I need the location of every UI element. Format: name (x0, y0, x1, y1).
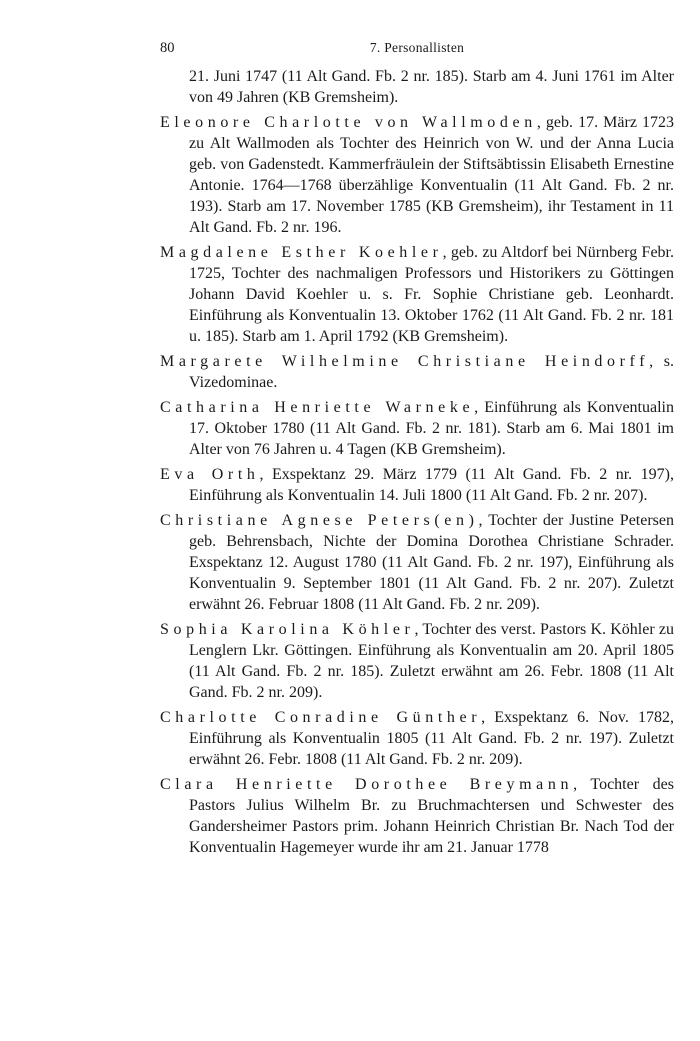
list-entry (160, 510, 674, 615)
entry-text: , geb. 17. März 1723 zu Alt Wallmoden als Tochter des Heinrich von W. und der Anna Lucia geb. von Gadenstedt. Kammerfräulein der Stiftsäbtissin Elisabeth Ernestine Antonie. 1764—1768 überzählige Konventualin (11 Alt Gand. Fb. 2 nr. 193). Starb am 17. November 1785 (KB Gremsheim), ihr Testament in 11 Alt Gand. Fb. 2 nr. 196. (189, 114, 675, 236)
list-entry (160, 242, 674, 347)
entry-name: Clara Henriette Dorothee Breymann (160, 776, 574, 793)
list-entry (160, 351, 674, 393)
entry-name: Eleonore Charlotte von Wallmoden (160, 114, 537, 131)
list-entry (160, 774, 674, 858)
entry-name: Christiane Agnese Peters(en) (160, 512, 479, 529)
entry-text: , Exspektanz 29. März 1779 (11 Alt Gand. Fb. 2 nr. 197), Einführung als Konventualin 14. Juli 1800 (11 Alt Gand. Fb. 2 nr. 207). (189, 466, 674, 504)
entry-name: Magdalene Esther Koehler (160, 244, 443, 261)
entry-text: , geb. zu Altdorf bei Nürnberg Febr. 1725, Tochter des nachmaligen Professors und Historikers zu Göttingen Johann David Koehler u. s. Fr. Sophie Christiane geb. Leonhardt. Einführung als Konventualin 13. Oktober 1762 (11 Alt Gand. Fb. 2 nr. 181 u. 185). Starb am 1. April 1792 (KB Gremsheim). (189, 244, 675, 345)
entry-name: Catharina Henriette Warneke (160, 399, 475, 416)
entry-name: Eva Orth (160, 466, 260, 483)
section-title: 7. Personallisten (369, 40, 465, 55)
document-page (160, 36, 674, 862)
entry-text: , Tochter des verst. Pastors K. Köhler zu Lenglern Lkr. Göttingen. Einführung als Konventualin am 20. April 1805 (11 Alt Gand. Fb. 2 nr. 185). Zuletzt erwähnt am 26. Febr. 1808 (11 Alt Gand. Fb. 2 nr. 209). (189, 621, 674, 701)
entry-text: , Tochter der Justine Petersen geb. Behrensbach, Nichte der Domina Dorothea Christiane Schrader. Exspektanz 12. August 1780 (11 Alt Gand. Fb. 2 nr. 197), Einführung als Konventualin 9. September 1801 (11 Alt Gand. Fb. 2 nr. 207). Zuletzt erwähnt 26. Februar 1808 (11 Alt Gand. Fb. 2 nr. 209). (189, 512, 674, 613)
entry-text: , Einführung als Konventualin 17. Oktober 1780 (11 Alt Gand. Fb. 2 nr. 181). Starb am 6. Mai 1801 im Alter von 76 Jahren u. 4 Tagen (KB Gremsheim). (189, 399, 674, 458)
entry-name: Margarete Wilhelmine Christiane Heindorff (160, 353, 650, 370)
list-entry (160, 619, 674, 703)
list-entry (160, 707, 674, 770)
entry-text: 21. Juni 1747 (11 Alt Gand. Fb. 2 nr. 185). Starb am 4. Juni 1761 im Alter von 49 Jahren (KB Gremsheim). (189, 68, 674, 106)
person-list (160, 66, 674, 858)
entry-name: Sophia Karolina Köhler (160, 621, 415, 638)
page-number: 80 (160, 40, 175, 56)
entry-text: , Tochter des Pastors Julius Wilhelm Br. zu Bruchmachtersen und Schwester des Gandersheimer Pastors prim. Johann Heinrich Christian Br. Nach Tod der Konventualin Hagemeyer wurde ihr am 21. Januar 1778 (189, 776, 675, 856)
list-entry (160, 112, 674, 238)
running-head (160, 36, 674, 58)
list-entry-continued (160, 66, 674, 108)
list-entry (160, 397, 674, 460)
entry-name: Charlotte Conradine Günther (160, 709, 482, 726)
list-entry (160, 464, 674, 506)
entry-text: , Exspektanz 6. Nov. 1782, Einführung als Konventualin 1805 (11 Alt Gand. Fb. 2 nr. 197). Zuletzt erwähnt 26. Febr. 1808 (11 Alt Gand. Fb. 2 nr. 209). (189, 709, 674, 768)
entry-text: , s. Vizedominae. (189, 353, 674, 391)
